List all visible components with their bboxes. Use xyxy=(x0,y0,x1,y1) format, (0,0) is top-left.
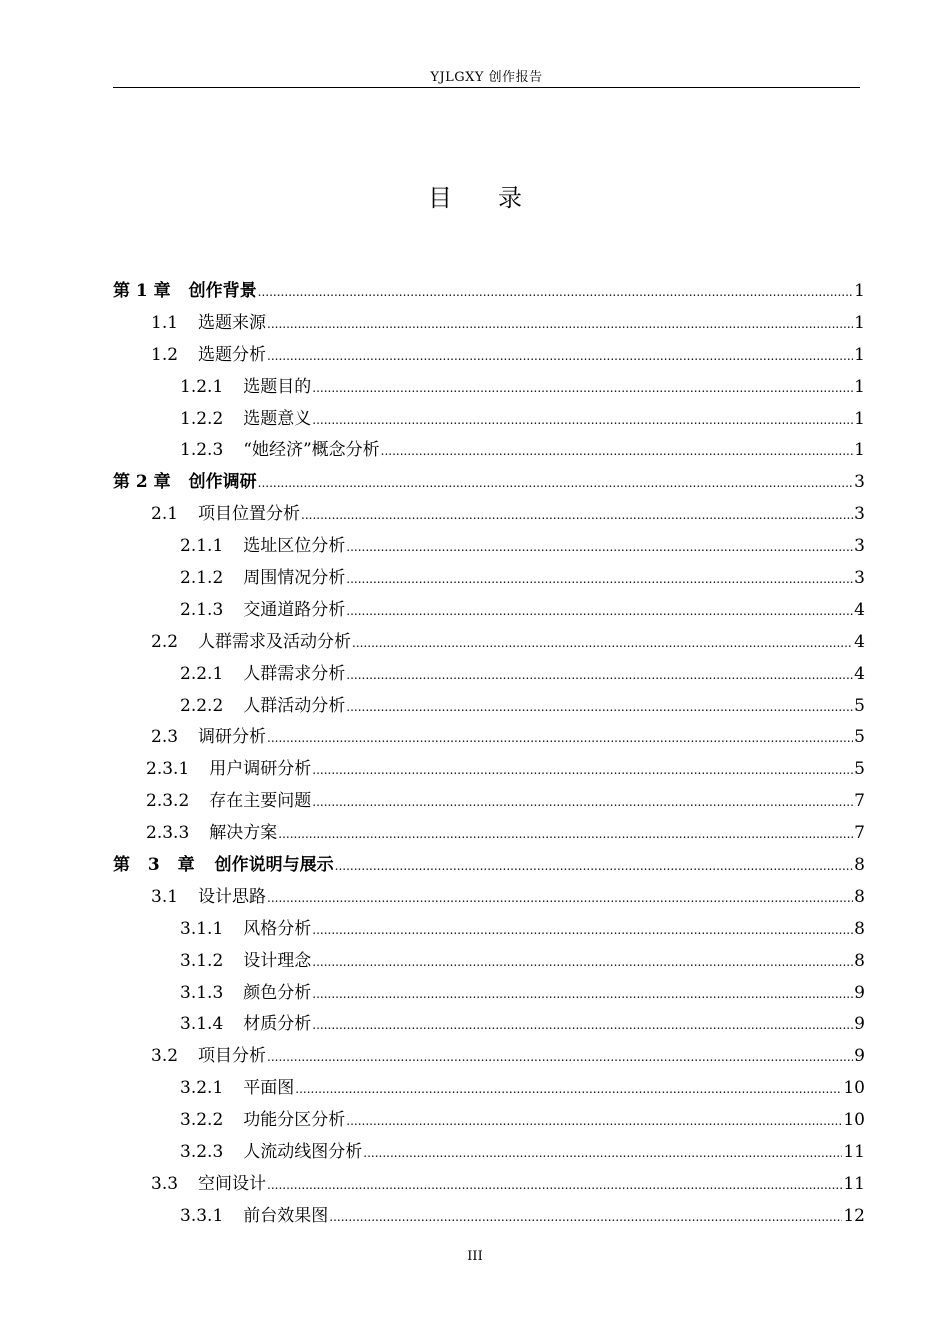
toc-dot-leader xyxy=(295,1074,842,1106)
toc-entry[interactable] xyxy=(113,308,865,340)
toc-entry-number: 3.1.4 xyxy=(180,1014,224,1035)
toc-entry-page: 1 xyxy=(854,312,865,333)
toc-entry-page: 3 xyxy=(854,568,865,589)
toc-entry-title: 交通道路分析 xyxy=(243,599,346,620)
toc-entry[interactable] xyxy=(113,1201,865,1233)
toc-dot-leader xyxy=(312,405,853,437)
toc-dot-leader xyxy=(267,1170,842,1202)
toc-entry-page: 4 xyxy=(854,631,865,652)
toc-entry-number: 3.1.1 xyxy=(180,918,224,939)
toc-entry[interactable] xyxy=(113,340,865,372)
toc-entry[interactable] xyxy=(113,1041,865,1073)
toc-entry[interactable] xyxy=(113,818,865,850)
toc-entry-number: 3.2 xyxy=(151,1046,179,1067)
toc-entry-title: 人群需求及活动分析 xyxy=(198,631,352,652)
toc-entry-title: “她经济”概念分析 xyxy=(243,440,380,461)
toc-dot-leader xyxy=(352,628,853,660)
toc-entry-number: 2.2 xyxy=(151,631,179,652)
toc-dot-leader xyxy=(312,787,853,819)
toc-entry-title: 颜色分析 xyxy=(243,982,312,1003)
toc-entry-title: 人流动线图分析 xyxy=(243,1142,363,1163)
toc-entry[interactable] xyxy=(113,1169,865,1201)
toc-entry-title: 创作背景 xyxy=(188,281,257,301)
toc-dot-leader xyxy=(312,1010,853,1042)
toc-entry-title: 创作调研 xyxy=(188,472,257,493)
header-rule xyxy=(113,87,860,88)
toc-entry[interactable] xyxy=(113,467,865,499)
toc-entry[interactable] xyxy=(113,1073,865,1105)
toc-entry-title: 周围情况分析 xyxy=(243,568,346,589)
toc-entry-number: 1.2.3 xyxy=(180,440,224,461)
toc-dot-leader xyxy=(346,564,853,596)
toc-entry-title: 选题意义 xyxy=(243,408,312,429)
toc-entry-number: 3.3.1 xyxy=(180,1205,224,1226)
toc-entry-number: 3.1.3 xyxy=(180,982,224,1003)
toc-entry-page: 5 xyxy=(854,759,865,780)
toc-entry-title: 空间设计 xyxy=(198,1173,267,1194)
toc-entry-number: 第 1 章 xyxy=(113,281,171,301)
toc-entry-page: 7 xyxy=(854,791,865,812)
toc-entry-page: 1 xyxy=(854,440,865,461)
toc-dot-leader xyxy=(363,1138,842,1170)
toc-dot-leader xyxy=(346,660,853,692)
toc-dot-leader xyxy=(346,1106,842,1138)
toc-dot-leader xyxy=(267,309,853,341)
toc-entry-page: 5 xyxy=(854,695,865,716)
toc-entry-number: 3.3 xyxy=(151,1173,179,1194)
toc-entry-title: 存在主要问题 xyxy=(209,791,312,812)
toc-entry-page: 4 xyxy=(854,663,865,684)
toc-entry-title: 平面图 xyxy=(243,1078,295,1099)
toc-entry[interactable] xyxy=(113,595,865,627)
toc-entry-page: 1 xyxy=(854,376,865,397)
toc-entry[interactable] xyxy=(113,978,865,1010)
toc-entry[interactable] xyxy=(113,276,865,308)
toc-dot-leader xyxy=(258,468,854,500)
toc-entry[interactable] xyxy=(113,722,865,754)
toc-entry-number: 1.2.1 xyxy=(180,376,224,397)
toc-entry-number: 2.3.3 xyxy=(146,823,190,844)
toc-entry-title: 前台效果图 xyxy=(243,1205,329,1226)
toc-entry-page: 8 xyxy=(854,918,865,939)
toc-entry-page: 8 xyxy=(854,855,865,876)
toc-entry[interactable] xyxy=(113,563,865,595)
toc-dot-leader xyxy=(346,596,853,628)
toc-entry-number: 1.1 xyxy=(151,312,179,333)
toc-entry[interactable] xyxy=(113,372,865,404)
toc-entry-page: 11 xyxy=(843,1173,865,1194)
toc-entry[interactable] xyxy=(113,404,865,436)
toc-entry-number: 3.1 xyxy=(151,886,179,907)
toc-entry-number: 2.1.2 xyxy=(180,568,224,589)
toc-entry-page: 12 xyxy=(843,1205,865,1226)
toc-entry-title: 解决方案 xyxy=(209,823,278,844)
toc-entry-number: 1.2 xyxy=(151,344,179,365)
toc-entry[interactable] xyxy=(113,499,865,531)
toc-entry[interactable] xyxy=(113,659,865,691)
toc-dot-leader xyxy=(267,723,853,755)
toc-entry-number: 第 3 章 xyxy=(113,855,201,876)
toc-entry-page: 9 xyxy=(854,1046,865,1067)
toc-entry-number: 2.3.2 xyxy=(146,791,190,812)
toc-entry-number: 3.2.1 xyxy=(180,1078,224,1099)
toc-entry-page: 3 xyxy=(854,504,865,525)
toc-entry-number: 2.2.2 xyxy=(180,695,224,716)
toc-entry-page: 3 xyxy=(854,472,865,493)
toc-entry-title: 设计思路 xyxy=(198,886,267,907)
toc-entry-page: 4 xyxy=(854,599,865,620)
toc-entry[interactable] xyxy=(113,914,865,946)
toc-entry-title: 选题来源 xyxy=(198,312,267,333)
toc-entry-page: 5 xyxy=(854,727,865,748)
toc-entry-title: 选题目的 xyxy=(243,376,312,397)
toc-dot-leader xyxy=(258,277,854,309)
toc-entry-number: 2.1.3 xyxy=(180,599,224,620)
toc-dot-leader xyxy=(335,851,854,883)
toc-dot-leader xyxy=(346,532,853,564)
toc-entry-page: 1 xyxy=(854,408,865,429)
toc-entry-title: 设计理念 xyxy=(243,950,312,971)
toc-entry-title: 创作说明与展示 xyxy=(214,855,334,876)
toc-dot-leader xyxy=(381,436,854,468)
page-number: III xyxy=(467,1249,483,1264)
toc-entry-title: 调研分析 xyxy=(198,727,267,748)
toc-entry-number: 2.3.1 xyxy=(146,759,190,780)
toc-entry-title: 选题分析 xyxy=(198,344,267,365)
toc-dot-leader xyxy=(312,915,853,947)
toc-dot-leader xyxy=(346,692,853,724)
toc-dot-leader xyxy=(267,883,853,915)
toc-entry-title: 风格分析 xyxy=(243,918,312,939)
toc-entry[interactable] xyxy=(113,882,865,914)
toc-entry-number: 2.1.1 xyxy=(180,536,224,557)
toc-entry[interactable] xyxy=(113,531,865,563)
toc-entry-page: 8 xyxy=(854,886,865,907)
toc-dot-leader xyxy=(312,947,853,979)
toc-entry-page: 10 xyxy=(843,1110,865,1131)
toc-entry-title: 项目分析 xyxy=(198,1046,267,1067)
toc-entry[interactable] xyxy=(113,754,865,786)
toc-entry[interactable] xyxy=(113,1105,865,1137)
toc-dot-leader xyxy=(312,373,853,405)
toc-entry-title: 用户调研分析 xyxy=(209,759,312,780)
toc-entry-title: 材质分析 xyxy=(243,1014,312,1035)
toc-dot-leader xyxy=(329,1202,842,1234)
toc-entry-page: 7 xyxy=(854,823,865,844)
toc-entry-title: 项目位置分析 xyxy=(198,504,301,525)
page-title: 目录 xyxy=(428,184,568,212)
toc-dot-leader xyxy=(278,819,853,851)
toc-entry-number: 1.2.2 xyxy=(180,408,224,429)
toc-entry-page: 3 xyxy=(854,536,865,557)
toc-dot-leader xyxy=(301,500,853,532)
toc-entry-number: 3.2.2 xyxy=(180,1110,224,1131)
toc-entry[interactable] xyxy=(113,786,865,818)
toc-entry-number: 第 2 章 xyxy=(113,472,171,493)
running-header: YJLGXY 创作报告 xyxy=(430,70,543,85)
toc-entry-title: 功能分区分析 xyxy=(243,1110,346,1131)
toc-entry-number: 2.1 xyxy=(151,504,179,525)
table-of-contents xyxy=(113,276,865,1233)
toc-entry-page: 1 xyxy=(854,344,865,365)
toc-dot-leader xyxy=(267,341,853,373)
toc-dot-leader xyxy=(312,979,853,1011)
toc-entry[interactable] xyxy=(113,691,865,723)
toc-entry[interactable] xyxy=(113,435,865,467)
toc-entry-title: 选址区位分析 xyxy=(243,536,346,557)
toc-entry-page: 9 xyxy=(854,1014,865,1035)
toc-dot-leader xyxy=(312,755,853,787)
toc-entry-number: 2.2.1 xyxy=(180,663,224,684)
toc-dot-leader xyxy=(267,1042,853,1074)
toc-entry-number: 3.1.2 xyxy=(180,950,224,971)
toc-entry[interactable] xyxy=(113,627,865,659)
toc-entry[interactable] xyxy=(113,1137,865,1169)
toc-entry-number: 3.2.3 xyxy=(180,1142,224,1163)
toc-entry-page: 8 xyxy=(854,950,865,971)
toc-entry[interactable] xyxy=(113,1009,865,1041)
toc-entry-number: 2.3 xyxy=(151,727,179,748)
toc-entry[interactable] xyxy=(113,946,865,978)
toc-entry-title: 人群活动分析 xyxy=(243,695,346,716)
toc-entry-title: 人群需求分析 xyxy=(243,663,346,684)
toc-entry-page: 11 xyxy=(843,1142,865,1163)
toc-entry-page: 10 xyxy=(843,1078,865,1099)
toc-entry[interactable] xyxy=(113,850,865,882)
toc-entry-page: 9 xyxy=(854,982,865,1003)
toc-entry-page: 1 xyxy=(854,281,865,301)
